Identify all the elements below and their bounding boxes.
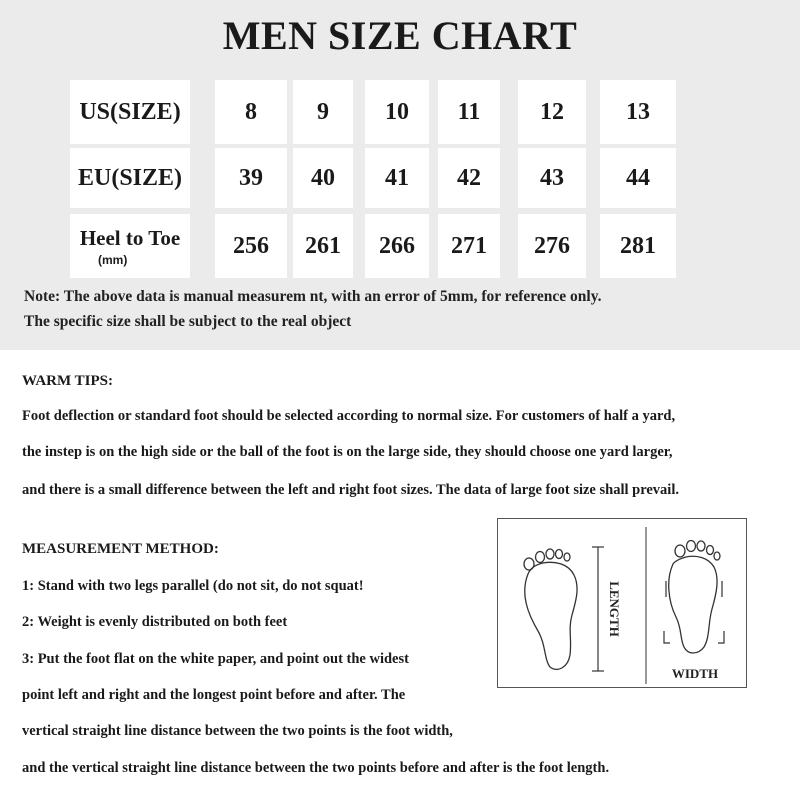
warm-tips-line: the instep is on the high side or the ball of the foot is on the large side, they should choose one yard larger, <box>22 444 673 460</box>
measurement-line: and the vertical straight line distance between the two points before and after is the foot length. <box>22 760 610 776</box>
table-cell: 42 <box>438 148 500 208</box>
table-cell: 271 <box>438 214 500 278</box>
foot-length-illustration <box>524 547 604 671</box>
table-cell: 43 <box>518 148 586 208</box>
row-sublabel-unit: (mm) <box>98 252 128 267</box>
note-line-1: Note: The above data is manual measurem nt, with an error of 5mm, for reference only. <box>24 288 602 305</box>
measurement-line: 3: Put the foot flat on the white paper, and point out the widest <box>22 651 409 667</box>
table-cell: 10 <box>365 80 429 144</box>
note-line-2: The specific size shall be subject to the real object <box>24 313 352 330</box>
measurement-line: 1: Stand with two legs parallel (do not sit, do not squat! <box>22 578 364 594</box>
table-cell: 261 <box>293 214 353 278</box>
warm-tips-line: and there is a small difference between the left and right foot sizes. The data of large foot size shall prevail. <box>22 482 679 498</box>
row-label-us <box>70 80 190 144</box>
row-label-text: EU(SIZE) <box>77 164 183 191</box>
measurement-line: vertical straight line distance between the two points is the foot width, <box>22 723 453 739</box>
table-cell: 9 <box>293 80 353 144</box>
warm-tips-line: Foot deflection or standard foot should be selected according to normal size. For customers of half a yard, <box>22 408 676 424</box>
warm-tips-title: WARM TIPS: <box>22 373 113 389</box>
foot-width-illustration <box>664 541 724 654</box>
foot-measurement-diagram <box>497 518 747 688</box>
table-cell: 8 <box>215 80 287 144</box>
table-cell: 266 <box>365 214 429 278</box>
table-cell: 44 <box>600 148 676 208</box>
table-cell: 39 <box>215 148 287 208</box>
foot-diagram-illustration <box>498 519 748 689</box>
table-cell: 276 <box>518 214 586 278</box>
table-cell: 11 <box>438 80 500 144</box>
table-cell: 12 <box>518 80 586 144</box>
table-cell: 256 <box>215 214 287 278</box>
measurement-line: point left and right and the longest point before and after. The <box>22 687 406 703</box>
row-label-text: Heel to Toe <box>79 225 181 250</box>
table-cell: 41 <box>365 148 429 208</box>
length-label: LENGTH <box>607 581 622 637</box>
table-cell: 13 <box>600 80 676 144</box>
table-cell: 281 <box>600 214 676 278</box>
row-label-eu <box>70 148 190 208</box>
row-label-text: US(SIZE) <box>79 98 181 125</box>
row-label-heel-to-toe <box>70 214 190 278</box>
measurement-title: MEASUREMENT METHOD: <box>22 541 219 557</box>
page-title: MEN SIZE CHART <box>222 13 578 58</box>
table-cell: 40 <box>293 148 353 208</box>
measurement-line: 2: Weight is evenly distributed on both feet <box>22 614 288 630</box>
width-label: WIDTH <box>671 666 719 681</box>
